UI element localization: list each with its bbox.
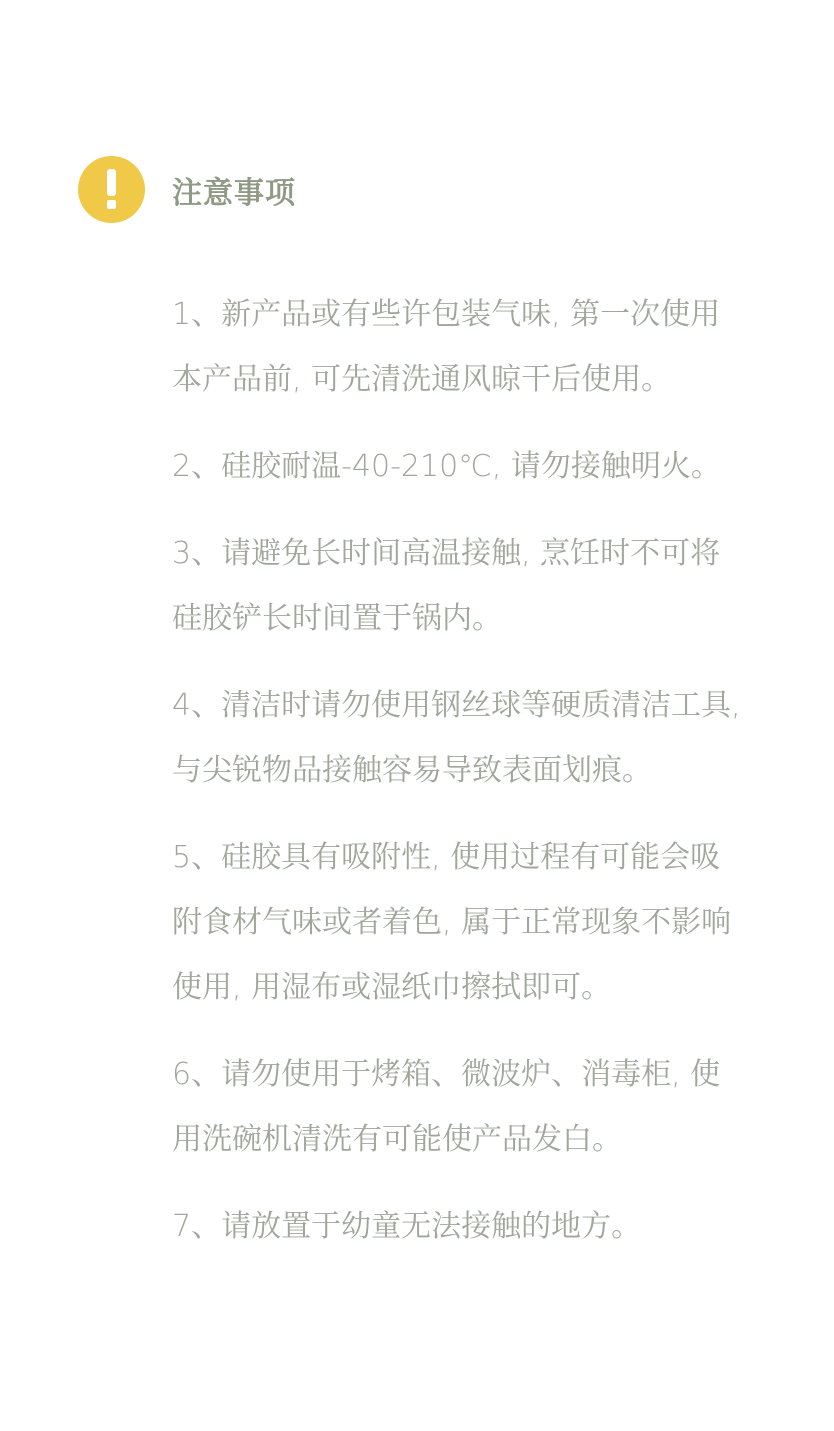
page-title: 注意事项 [172, 175, 296, 211]
notice-header [78, 156, 296, 223]
note-item: 1、新产品或有些许包装气味, 第一次使用本产品前, 可先清洗通风晾干后使用。 [172, 297, 721, 397]
exclamation-icon [78, 156, 145, 223]
note-item: 5、硅胶具有吸附性, 使用过程有可能会吸附食材气味或者着色, 属于正常现象不影响使用, 用湿布或湿纸巾擦拭即可。 [172, 840, 732, 1005]
note-item: 7、请放置于幼童无法接触的地方。 [172, 1209, 642, 1244]
notes-list [172, 282, 742, 1281]
note-item: 4、清洁时请勿使用钢丝球等硬质清洁工具, 与尖锐物品接触容易导致表面划痕。 [172, 688, 741, 788]
note-item: 6、请勿使用于烤箱、微波炉、消毒柜, 使用洗碗机清洗有可能使产品发白。 [172, 1057, 721, 1157]
note-item: 2、硅胶耐温-40-210℃, 请勿接触明火。 [172, 449, 721, 484]
note-item: 3、请避免长时间高温接触, 烹饪时不可将硅胶铲长时间置于锅内。 [172, 536, 721, 636]
